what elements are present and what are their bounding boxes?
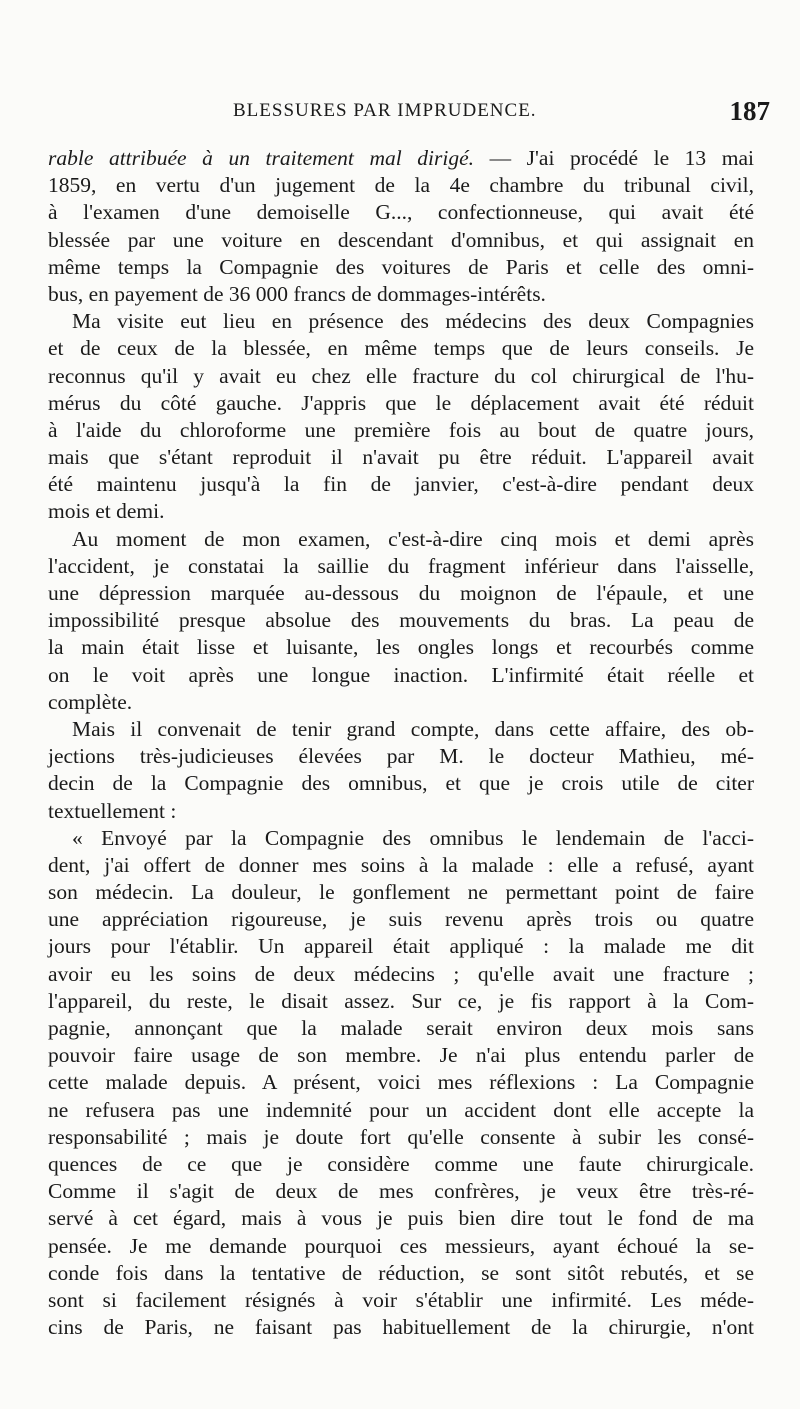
text-line — [48, 1042, 754, 1069]
text-line — [48, 417, 754, 444]
text-line — [48, 689, 754, 716]
text-line — [48, 852, 754, 879]
line-text: l'accident, je constatai la saillie du fragment inférieur dans l'aisselle, — [48, 553, 754, 578]
line-text: complète. — [48, 689, 133, 714]
text-line — [48, 281, 754, 308]
line-text: été maintenu jusqu'à la fin de janvier, c'est-à-dire pendant deux — [48, 472, 754, 497]
line-text: servé à cet égard, mais à vous je puis bien dire tout le fond de ma — [48, 1206, 754, 1231]
text-line — [48, 444, 754, 471]
line-text: dent, j'ai offert de donner mes soins à la malade : elle a refusé, ayant — [48, 852, 754, 877]
line-text: sont si facilement résignés à voir s'établir une infirmité. Les méde- — [48, 1287, 754, 1312]
text-line — [48, 798, 754, 825]
line-text: impossibilité presque absolue des mouvements du bras. La peau de — [48, 608, 754, 633]
line-text: reconnus qu'il y avait eu chez elle fracture du col chirurgical de l'hu- — [48, 363, 754, 388]
text-line — [48, 879, 754, 906]
body-text — [48, 145, 754, 1341]
line-text: avoir eu les soins de deux médecins ; qu'elle avait une fracture ; — [48, 961, 754, 986]
text-line — [48, 363, 754, 390]
line-text: cette malade depuis. A présent, voici mes réflexions : La Compagnie — [48, 1070, 754, 1095]
line-text: mais que s'étant reproduit il n'avait pu être réduit. L'appareil avait — [48, 445, 754, 470]
text-line — [48, 1205, 754, 1232]
text-line — [48, 770, 754, 797]
line-text: 1859, en vertu d'un jugement de la 4e chambre du tribunal civil, — [48, 173, 754, 198]
text-line — [48, 961, 754, 988]
line-text: même temps la Compagnie des voitures de Paris et celle des omni- — [48, 254, 754, 279]
line-text: jections très-judicieuses élevées par M. le docteur Mathieu, mé- — [48, 744, 754, 769]
line-text: la main était lisse et luisante, les ongles longs et recourbés comme — [48, 635, 754, 660]
line-text: à l'examen d'une demoiselle G..., confectionneuse, qui avait été — [48, 200, 754, 225]
text-line — [48, 308, 754, 335]
text-line — [48, 580, 754, 607]
text-line — [48, 335, 754, 362]
line-text: ne refusera pas une indemnité pour un accident dont elle accepte la — [48, 1097, 754, 1122]
line-text: conde fois dans la tentative de réduction, se sont sitôt rebutés, et se — [48, 1260, 754, 1285]
page-number: 187 — [729, 96, 770, 126]
text-line — [48, 227, 754, 254]
line-text: blessée par une voiture en descendant d'omnibus, et qui assignait en — [48, 227, 754, 252]
line-text: — J'ai procédé le 13 mai — [474, 146, 754, 170]
text-line — [48, 1151, 754, 1178]
text-line — [48, 988, 754, 1015]
text-line — [48, 199, 754, 226]
line-text: responsabilité ; mais je doute fort qu'elle consente à subir les consé- — [48, 1124, 754, 1149]
text-line — [48, 526, 754, 553]
line-text: à l'aide du chloroforme une première fois au bout de quatre jours, — [48, 417, 754, 442]
text-line — [48, 1314, 754, 1341]
line-text: on le voit après une longue inaction. L'infirmité était réelle et — [48, 662, 754, 687]
text-line — [48, 1069, 754, 1096]
text-line — [48, 1178, 754, 1205]
line-text: pagnie, annonçant que la malade serait environ deux mois sans — [48, 1016, 754, 1040]
text-line — [48, 172, 754, 199]
text-line — [48, 607, 754, 634]
text-line — [48, 906, 754, 933]
text-line — [48, 1015, 754, 1042]
text-line — [48, 716, 754, 743]
text-line — [48, 1233, 754, 1260]
text-line — [48, 1260, 754, 1287]
line-text: cins de Paris, ne faisant pas habituellement de la chirurgie, n'ont — [48, 1315, 754, 1340]
line-text: « Envoyé par la Compagnie des omnibus le lendemain de l'acci- — [72, 825, 754, 850]
italic-phrase: rable attribuée à un traitement mal dirigé. — [48, 146, 475, 170]
text-line — [48, 933, 754, 960]
text-line — [48, 390, 754, 417]
line-text: jours pour l'établir. Un appareil était appliqué : la malade me dit — [48, 934, 754, 959]
page-header — [48, 96, 770, 136]
line-text: textuellement : — [48, 798, 177, 823]
line-text: son médecin. La douleur, le gonflement ne permettant point de faire — [48, 880, 754, 905]
line-text: l'appareil, du reste, le disait assez. Sur ce, je fis rapport à la Com- — [48, 988, 754, 1013]
line-text: decin de la Compagnie des omnibus, et que je crois utile de citer — [48, 771, 754, 796]
line-text: pouvoir faire usage de son membre. Je n'ai plus entendu parler de — [48, 1043, 754, 1068]
line-text: pensée. Je me demande pourquoi ces messieurs, ayant échoué la se- — [48, 1233, 754, 1258]
text-line — [48, 254, 754, 281]
text-line — [48, 553, 754, 580]
text-line — [48, 145, 754, 172]
line-text: Ma visite eut lieu en présence des médecins des deux Compagnies — [72, 309, 754, 334]
line-text: mois et demi. — [48, 499, 165, 524]
line-text: une appréciation rigoureuse, je suis revenu après trois ou quatre — [48, 907, 754, 932]
text-line — [48, 471, 754, 498]
text-line — [48, 498, 754, 525]
text-line — [48, 662, 754, 689]
line-text: et de ceux de la blessée, en même temps que de leurs conseils. Je — [48, 336, 754, 361]
text-line — [48, 1124, 754, 1151]
text-line — [48, 634, 754, 661]
line-text: Comme il s'agit de deux de mes confrères, je veux être très-ré- — [48, 1179, 754, 1204]
line-text: une dépression marquée au-dessous du moignon de l'épaule, et une — [48, 581, 754, 605]
text-line — [48, 1287, 754, 1314]
line-text: mérus du côté gauche. J'appris que le déplacement avait été réduit — [48, 390, 754, 415]
running-head: BLESSURES PAR IMPRUDENCE. — [233, 100, 537, 121]
line-text: Au moment de mon examen, c'est-à-dire cinq mois et demi après — [72, 526, 754, 551]
line-text: Mais il convenait de tenir grand compte, dans cette affaire, des ob- — [72, 716, 754, 741]
text-line — [48, 825, 754, 852]
text-line — [48, 743, 754, 770]
line-text: bus, en payement de 36 000 francs de dommages-intérêts. — [48, 281, 546, 306]
line-text: quences de ce que je considère comme une faute chirurgicale. — [48, 1151, 754, 1176]
text-line — [48, 1097, 754, 1124]
